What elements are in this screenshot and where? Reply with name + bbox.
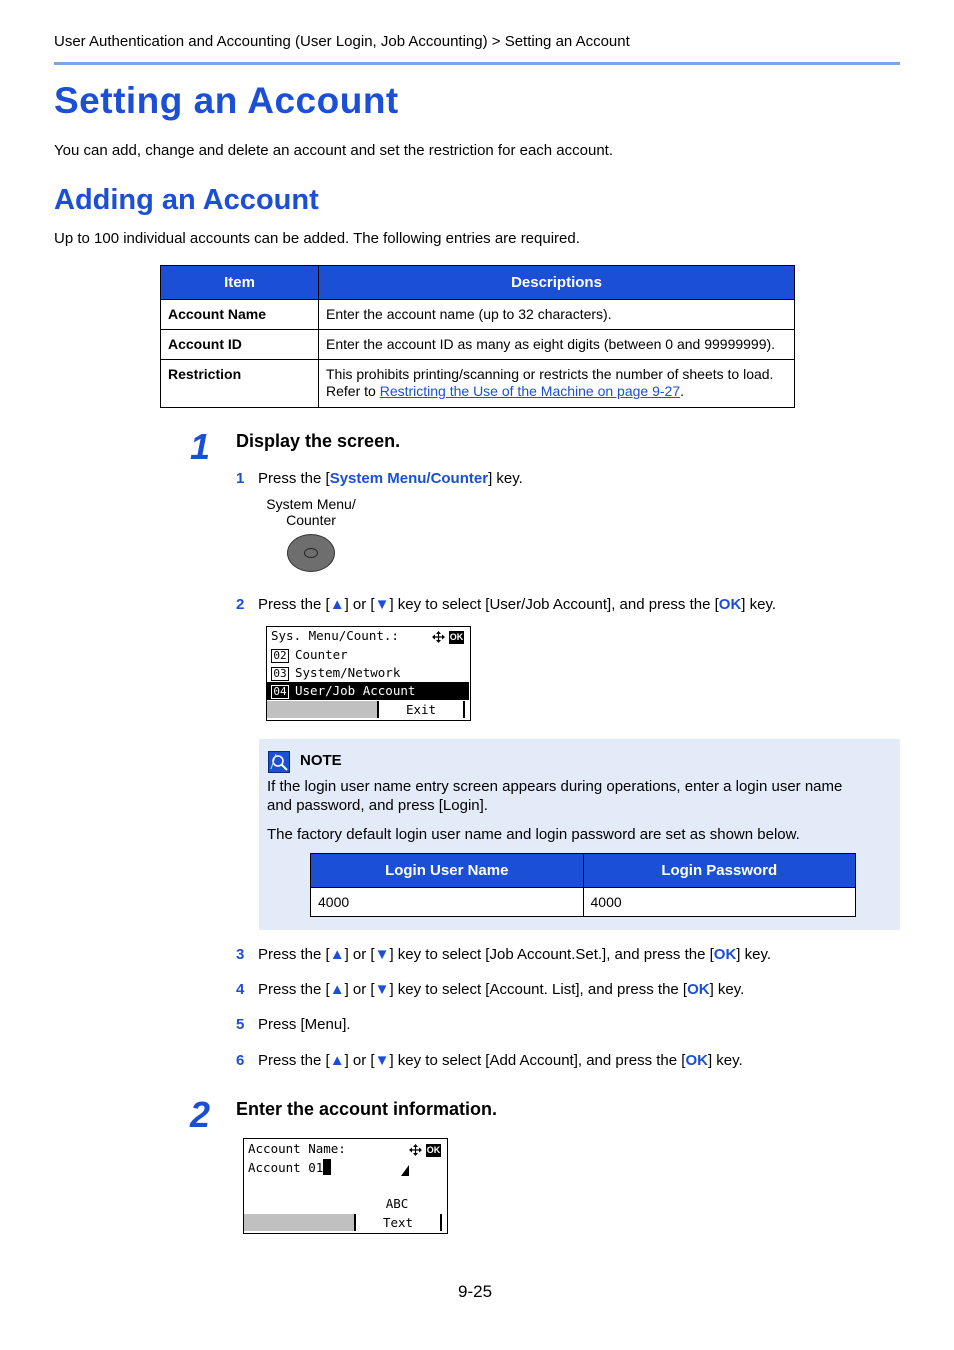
entries-table [160,265,795,408]
key-dot-icon [304,548,318,558]
substep-text: Press the [ [258,946,330,963]
substep-text: Press the [ [258,470,330,487]
restriction-desc-suffix: . [680,383,684,399]
ok-key-label: OK [685,1052,708,1069]
login-user-value: 4000 [311,888,584,917]
cross-arrows-icon [408,1143,423,1157]
lcd-menu-item [271,646,348,664]
table-cell-desc: Enter the account ID as many as eight digits (between 0 and 99999999). [319,330,795,360]
table-row [311,888,856,917]
substep-text: ] key. [741,596,777,613]
ok-key-label: OK [713,946,737,963]
ok-key-label: OK [718,596,742,613]
up-arrow-icon: ▲ [329,981,345,998]
table-header-descriptions: Descriptions [319,266,795,300]
substep-text: ] key to select [Job Account.Set.], and press the [ [389,946,714,963]
page-number: 9-25 [458,1282,493,1301]
note-line: and password, and press [Login]. [267,797,488,814]
input-mode: ABC [385,1196,409,1211]
table-cell-item: Restriction [161,360,319,408]
softkey-blank [267,701,377,718]
up-arrow-icon: ▲ [329,1052,345,1069]
step-title: Display the screen. [236,431,401,451]
softkey-exit: Exit [377,701,465,718]
lcd-screen-account-name [243,1138,448,1234]
substep-text: ] key. [709,981,745,998]
item-number: 03 [271,667,289,681]
ok-icon: OK [426,1145,441,1155]
substep-number: 3 [236,946,245,963]
key-label [262,496,360,528]
substep-text: ] or [ [344,981,375,998]
section-intro: You can add, change and delete an account and set the restriction for each account. [54,142,614,159]
substep-number: 4 [236,981,245,998]
substep-text: ] key. [488,470,523,487]
account-name-value: Account 01 [248,1160,324,1175]
key-name: System Menu/Counter [329,470,489,487]
note-icon [268,751,290,773]
signal-triangle-icon [400,1165,410,1177]
down-arrow-icon: ▼ [374,981,390,998]
cross-arrows-icon [431,630,446,644]
step-number: 1 [190,426,211,467]
lcd-input-value [248,1159,331,1177]
substep-text: ] key to select [Account. List], and press the [ [389,981,688,998]
table-cell-desc: Enter the account name (up to 32 characters). [319,300,795,330]
step-title: Enter the account information. [236,1099,498,1119]
ok-icon: OK [449,632,464,642]
substep-text: Press the [ [258,1052,330,1069]
system-menu-counter-key[interactable] [287,534,335,572]
substep-number: 1 [236,470,245,487]
table-cell-desc [319,360,795,408]
substep-text: ] or [ [344,596,375,613]
substep-text: ] key. [707,1052,743,1069]
down-arrow-icon: ▼ [374,1052,390,1069]
breadcrumb: User Authentication and Accounting (User Login, Job Accounting) > Setting an Account [54,33,630,50]
softkey-text: Text [354,1214,442,1231]
substep-text: ] or [ [344,946,375,963]
substep-text: ] key to select [Add Account], and press the [ [389,1052,686,1069]
restriction-link[interactable]: Restricting the Use of the Machine on page 9-27 [379,383,681,399]
subsection-title: Adding an Account [54,184,319,216]
key-label-line: Counter [286,512,336,528]
note-text [267,777,842,815]
substep-text: ] or [ [344,1052,375,1069]
substep-number: 2 [236,596,245,613]
item-number: 04 [271,685,289,699]
item-number: 02 [271,649,289,663]
substep [236,596,776,613]
substep [236,946,771,963]
up-arrow-icon: ▲ [329,946,345,963]
down-arrow-icon: ▼ [374,596,390,613]
text-cursor [323,1159,331,1175]
restriction-desc-line1: This prohibits printing/scanning or restricts the number of sheets to load. [326,366,774,382]
softkey-blank [244,1214,354,1231]
substep [236,981,744,998]
substep-text: ] key to select [User/Job Account], and press the [ [389,596,719,613]
page-title: Setting an Account [54,80,399,121]
table-header-item: Item [161,266,319,300]
substep [236,470,523,487]
note-title: NOTE [300,752,342,769]
table-cell-item: Account Name [161,300,319,330]
substep-text: Press the [ [258,981,330,998]
login-password-value: 4000 [583,888,856,917]
restriction-desc-prefix: Refer to [326,383,380,399]
table-cell-item: Account ID [161,330,319,360]
lcd-menu-item-selected [267,682,469,700]
lcd-title: Sys. Menu/Count.: [271,628,399,643]
substep-number: 5 [236,1016,245,1033]
note-line: If the login user name entry screen appears during operations, enter a login user name [267,778,843,795]
table-row [161,300,795,330]
note-text: The factory default login user name and login password are set as shown below. [267,826,800,843]
header-divider [54,62,900,65]
substep-text: Press the [ [258,596,330,613]
key-label-line: System Menu/ [266,496,356,512]
down-arrow-icon: ▼ [374,946,390,963]
item-label: Counter [295,647,348,662]
table-row [161,360,795,408]
substep [236,1016,351,1033]
lcd-menu-item [271,664,400,682]
subsection-intro: Up to 100 individual accounts can be added. The following entries are required. [54,230,580,247]
up-arrow-icon: ▲ [329,596,345,613]
substep-text: Press [Menu]. [258,1016,351,1033]
substep-text: ] key. [736,946,772,963]
item-label: User/Job Account [295,683,416,698]
lcd-screen-system-menu [266,626,471,721]
table-header-login-user: Login User Name [311,854,584,888]
lcd-title: Account Name: [248,1141,346,1156]
login-defaults-table [310,853,856,917]
table-row [161,330,795,360]
table-header-login-password: Login Password [583,854,856,888]
substep-number: 6 [236,1052,245,1069]
ok-key-label: OK [687,981,710,998]
substep [236,1052,743,1069]
step-number: 2 [190,1094,211,1135]
item-label: System/Network [295,665,401,680]
